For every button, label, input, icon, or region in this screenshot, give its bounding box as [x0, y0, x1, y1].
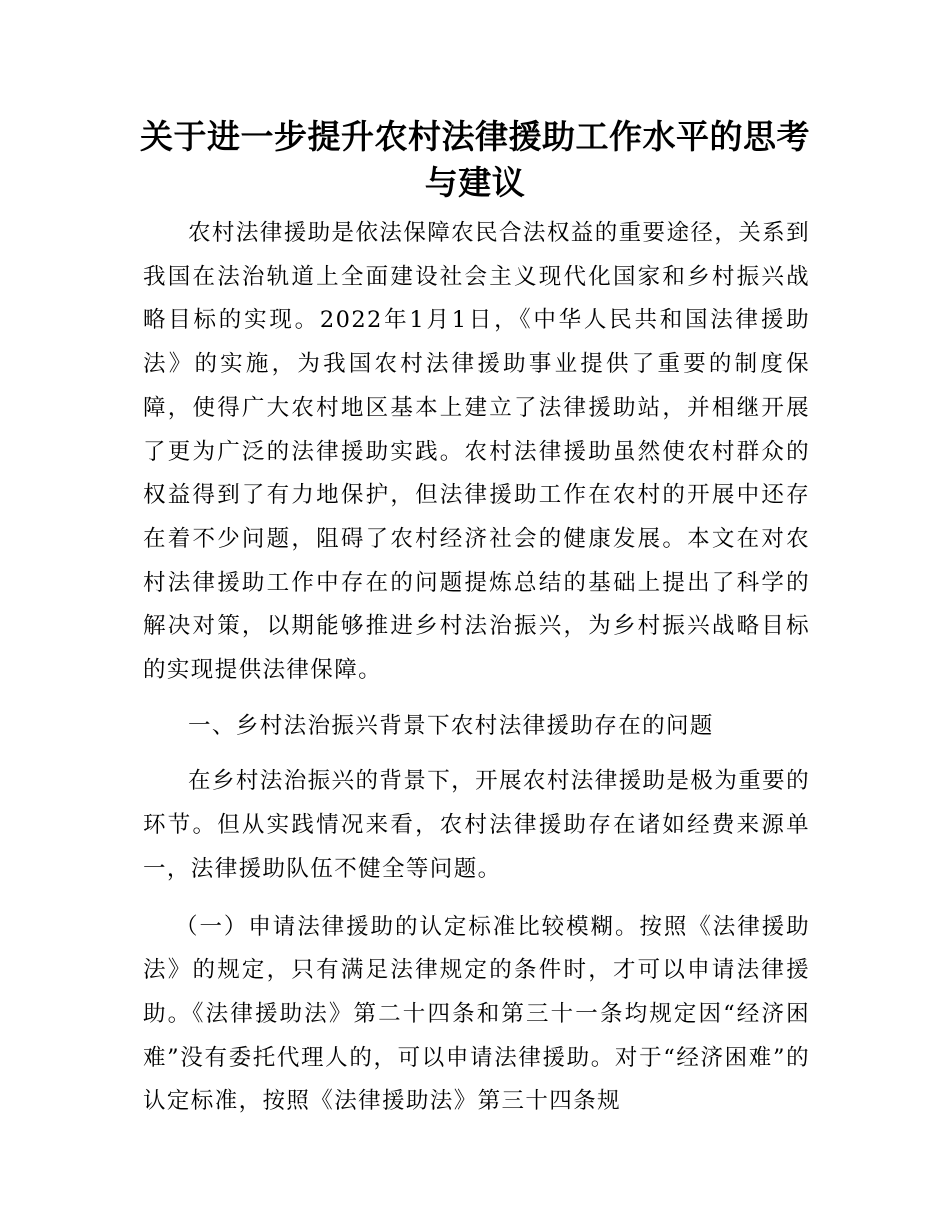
subsection-1-paragraph: （一）申请法律援助的认定标准比较模糊。按照《法律援助法》的规定，只有满足法律规定的条件时，才可以申请法律援助。《法律援助法》第二十四条和第三十一条均规定因“经济困难”没有委托代理人的，可以申请法律援助。对于“经济困难”的认定标准，按照《法律援助法》第三十四条规	[143, 913, 810, 1115]
intro-paragraph: 农村法律援助是依法保障农民合法权益的重要途径，关系到我国在法治轨道上全面建设社会主义现代化国家和乡村振兴战略目标的实现。2022年1月1日，《中华人民共和国法律援助法》的实施，为我国农村法律援助事业提供了重要的制度保障，使得广大农村地区基本上建立了法律援助站，并相继开展了更为广泛的法律援助实践。农村法律援助虽然使农村群众的权益得到了有力地保护，但法律援助工作在农村的开展中还存在着不少问题，阻碍了农村经济社会的健康发展。本文在对农村法律援助工作中存在的问题提炼总结的基础上提出了科学的解决对策，以期能够推进乡村法治振兴，为乡村振兴战略目标的实现提供法律保障。	[143, 220, 810, 684]
document-body	[143, 212, 810, 1124]
section-1-paragraph: 在乡村法治振兴的背景下，开展农村法律援助是极为重要的环节。但从实践情况来看，农村法律援助存在诸如经费来源单一，法律援助队伍不健全等问题。	[143, 768, 810, 882]
document-title-line-2: 与建议	[424, 163, 526, 202]
document-title-line-1: 关于进一步提升农村法律援助工作水平的思考	[140, 117, 810, 156]
section-heading-1: 一、乡村法治振兴背景下农村法律援助存在的问题	[188, 712, 714, 739]
